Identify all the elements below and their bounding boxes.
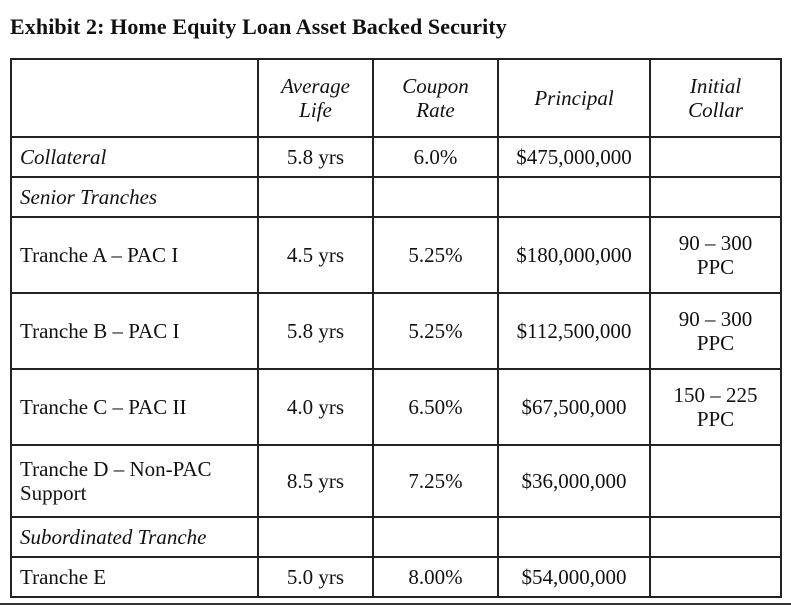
initial-collar-cell [650, 445, 781, 517]
header-coupon-rate [373, 59, 498, 137]
row-label: Collateral [11, 137, 258, 177]
initial-collar-cell [650, 517, 781, 557]
coupon-rate-cell [373, 517, 498, 557]
initial-collar-cell [650, 557, 781, 597]
header-average-life-line1: Average [281, 73, 350, 98]
table-row [11, 177, 781, 217]
exhibit-title: Exhibit 2: Home Equity Loan Asset Backed Security [10, 14, 507, 39]
header-initial-collar-line2: Collar [688, 98, 743, 122]
principal-cell: $112,500,000 [498, 293, 650, 369]
header-initial-collar [650, 59, 781, 137]
average-life-cell: 5.8 yrs [258, 293, 373, 369]
header-principal: Principal [498, 59, 650, 137]
header-average-life-line2: Life [299, 98, 332, 122]
average-life-cell: 5.8 yrs [258, 137, 373, 177]
coupon-rate-cell: 7.25% [373, 445, 498, 517]
row-label: Tranche C – PAC II [11, 369, 258, 445]
header-blank [11, 59, 258, 137]
coupon-rate-cell [373, 177, 498, 217]
table-row [11, 137, 781, 177]
bottom-rule [0, 603, 791, 605]
principal-cell: $67,500,000 [498, 369, 650, 445]
initial-collar-range: 150 – 225 [673, 382, 758, 407]
initial-collar-cell [650, 369, 781, 445]
initial-collar-cell [650, 177, 781, 217]
table-row [11, 557, 781, 597]
principal-cell: $54,000,000 [498, 557, 650, 597]
initial-collar-range: 90 – 300 [678, 306, 753, 331]
section-label: Subordinated Tranche [11, 517, 258, 557]
average-life-cell: 8.5 yrs [258, 445, 373, 517]
initial-collar-cell [650, 137, 781, 177]
table-row [11, 293, 781, 369]
header-row [11, 59, 781, 137]
initial-collar-cell [650, 217, 781, 293]
table-row [11, 445, 781, 517]
principal-cell: $180,000,000 [498, 217, 650, 293]
principal-cell: $36,000,000 [498, 445, 650, 517]
principal-cell [498, 517, 650, 557]
initial-collar-range: 90 – 300 [678, 230, 753, 255]
table-row [11, 217, 781, 293]
initial-collar-unit: PPC [696, 255, 735, 279]
row-label: Tranche A – PAC I [11, 217, 258, 293]
table-row [11, 517, 781, 557]
principal-cell [498, 177, 650, 217]
header-initial-collar-line1: Initial [689, 73, 742, 98]
coupon-rate-cell: 6.50% [373, 369, 498, 445]
header-coupon-rate-line1: Coupon [402, 73, 469, 98]
coupon-rate-cell: 5.25% [373, 217, 498, 293]
tranche-table [10, 58, 782, 598]
row-label [11, 445, 258, 517]
average-life-cell: 4.0 yrs [258, 369, 373, 445]
initial-collar-unit: PPC [696, 407, 735, 431]
section-label: Senior Tranches [11, 177, 258, 217]
row-label-line1: Tranche D – Non-PAC [20, 456, 212, 481]
average-life-cell: 4.5 yrs [258, 217, 373, 293]
coupon-rate-cell: 5.25% [373, 293, 498, 369]
row-label: Tranche E [11, 557, 258, 597]
principal-cell: $475,000,000 [498, 137, 650, 177]
coupon-rate-cell: 8.00% [373, 557, 498, 597]
table-row [11, 369, 781, 445]
average-life-cell [258, 517, 373, 557]
average-life-cell: 5.0 yrs [258, 557, 373, 597]
average-life-cell [258, 177, 373, 217]
header-average-life [258, 59, 373, 137]
row-label: Tranche B – PAC I [11, 293, 258, 369]
initial-collar-cell [650, 293, 781, 369]
coupon-rate-cell: 6.0% [373, 137, 498, 177]
initial-collar-unit: PPC [696, 331, 735, 355]
row-label-line2: Support [20, 481, 87, 505]
header-coupon-rate-line2: Rate [416, 98, 455, 122]
